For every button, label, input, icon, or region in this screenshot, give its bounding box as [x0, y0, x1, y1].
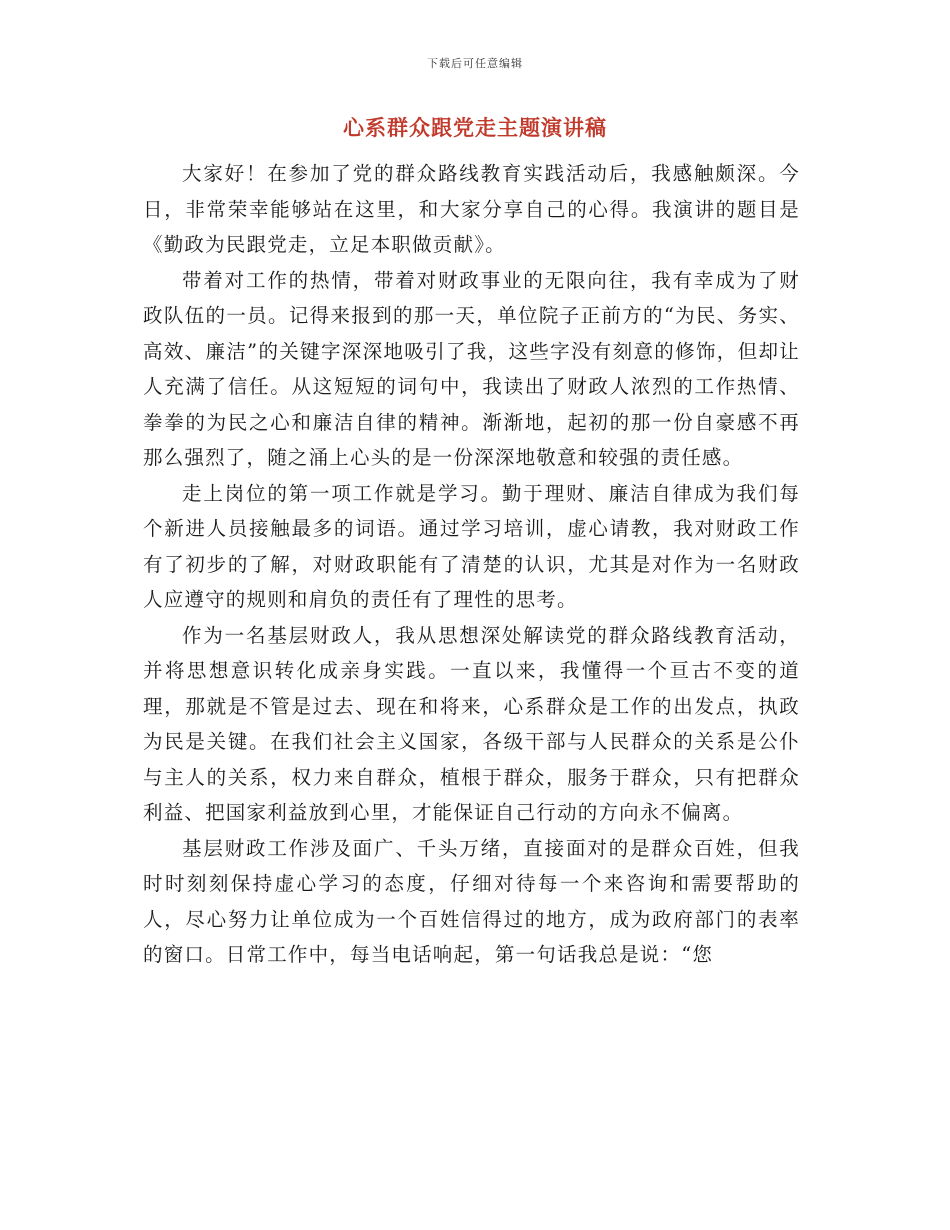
paragraph-learning: 走上岗位的第一项工作就是学习。勤于理财、廉洁自律成为我们每个新进人员接触最多的词语。通过学习培训，虚心请教，我对财政工作有了初步的了解，对财政职能有了清楚的认识，尤其是对作为一名财政人应遵守的规则和肩负的责任有了理性的思考。 — [143, 481, 800, 611]
page-header-note: 下载后可任意编辑 — [427, 57, 523, 70]
paragraph-greeting: 大家好！在参加了党的群众路线教育实践活动后，我感触颇深。今日，非常荣幸能够站在这里，和大家分享自己的心得。我演讲的题目是《勤政为民跟党走，立足本职做贡献》。 — [143, 162, 800, 256]
document-title: 心系群众跟党走主题演讲稿 — [343, 116, 607, 140]
paragraph-mass-line: 作为一名基层财政人，我从思想深处解读党的群众路线教育活动，并将思想意识转化成亲身实践。一直以来，我懂得一个亘古不变的道理，那就是不管是过去、现在和将来，心系群众是工作的出发点，执政为民是关键。在我们社会主义国家，各级干部与人民群众的关系是公仆与主人的关系，权力来自群众，植根于群众，服务于群众，只有把群众利益、把国家利益放到心里，才能保证自己行动的方向永不偏离。 — [143, 623, 800, 824]
paragraph-grassroots-work: 基层财政工作涉及面广、千头万绪，直接面对的是群众百姓，但我时时刻刻保持虚心学习的态度，仔细对待每一个来咨询和需要帮助的人，尽心努力让单位成为一个百姓信得过的地方，成为政府部门的表率的窗口。日常工作中，每当电话响起，第一句话我总是说：“您 — [143, 836, 800, 966]
paragraph-joining-finance: 带着对工作的热情，带着对财政事业的无限向往，我有幸成为了财政队伍的一员。记得来报到的那一天，单位院子正前方的“为民、务实、高效、廉洁”的关键字深深地吸引了我，这些字没有刻意的修饰，但却让人充满了信任。从这短短的词句中，我读出了财政人浓烈的工作热情、拳拳的为民之心和廉洁自律的精神。渐渐地，起初的那一份自豪感不再那么强烈了，随之涌上心头的是一份深深地敬意和较强的责任感。 — [143, 268, 800, 469]
document-body — [143, 156, 800, 973]
